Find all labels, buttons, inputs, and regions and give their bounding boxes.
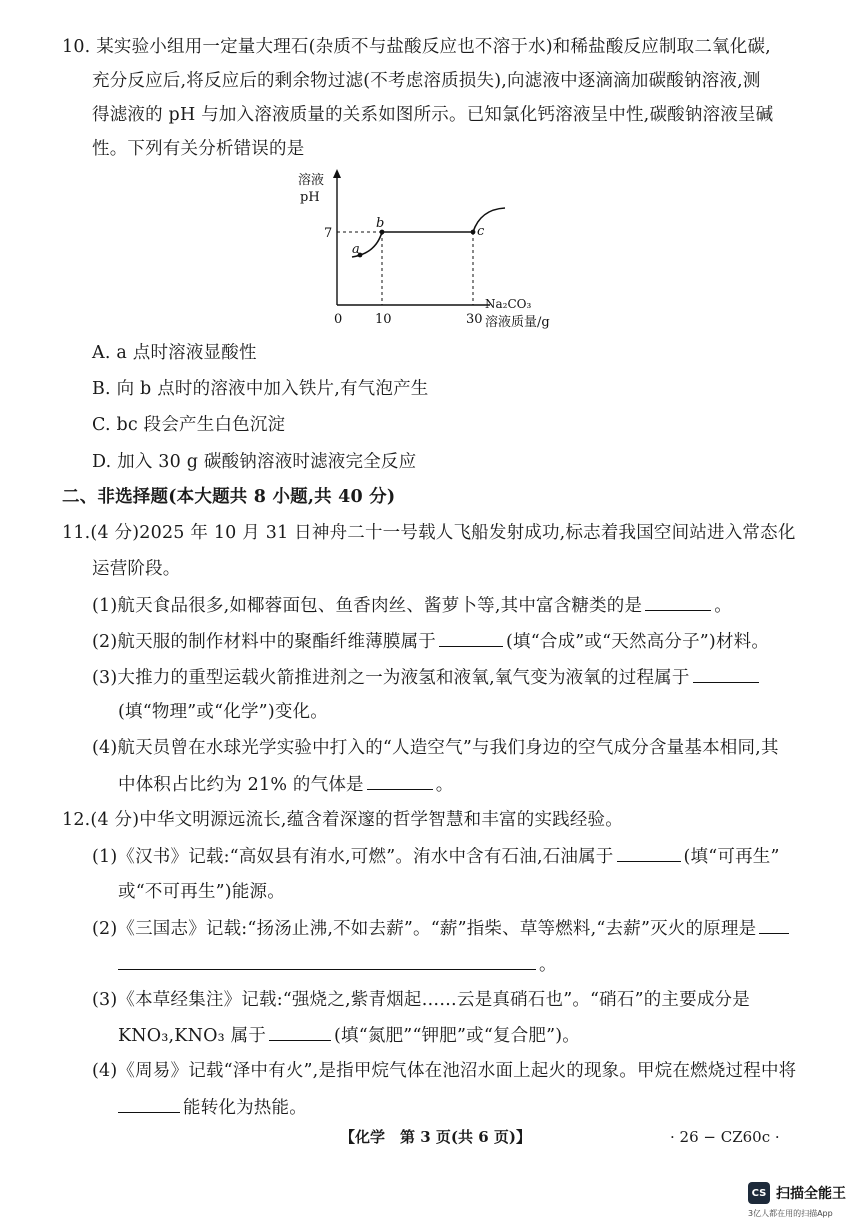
q12-part3-line2 [118, 1022, 580, 1049]
q12-part1 [92, 843, 780, 870]
q12-part1-text: (1)《汉书》记载:“高奴县有洧水,可燃”。洧水中含有石油,石油属于 [92, 847, 614, 867]
q11-part1-text: (1)航天食品很多,如椰蓉面包、鱼香肉丝、酱萝卜等,其中富含糖类的是 [92, 596, 643, 616]
q12-part2-cont [118, 951, 557, 978]
q11-part2 [92, 628, 769, 655]
point-a-label: a [352, 242, 360, 257]
q12-part3-line1: (3)《本草经集注》记载:“强烧之,紫青烟起……云是真硝石也”。“硝石”的主要成分是 [92, 990, 750, 1010]
answer-blank[interactable] [118, 1094, 180, 1113]
x-label-line1: Na₂CO₃ [485, 297, 532, 311]
q10-stem-line3: 得滤液的 pH 与加入溶液质量的关系如图所示。已知氯化钙溶液呈中性,碳酸钠溶液呈碱 [92, 105, 774, 125]
q12-part1-cont: 或“不可再生”)能源。 [118, 882, 285, 902]
q10-option-a: A. a 点时溶液显酸性 [92, 343, 257, 363]
q11-part2-text-end: (填“合成”或“天然高分子”)材料。 [506, 632, 770, 652]
q11-part4-line2 [118, 771, 453, 798]
answer-blank[interactable] [118, 951, 536, 970]
q12-part4-line2 [118, 1094, 307, 1121]
y-axis-arrow [333, 169, 341, 178]
q11-stem-line1: 11.(4 分)2025 年 10 月 31 日神舟二十一号载人飞船发射成功,标志着我国空间站进入常态化 [62, 523, 796, 543]
q12-stem: 12.(4 分)中华文明源远流长,蕴含着深邃的哲学智慧和丰富的实践经验。 [62, 810, 623, 830]
q12-part2-end: 。 [539, 955, 557, 975]
camscanner-tagline: 3亿人都在用的扫描App [748, 1209, 833, 1218]
answer-blank[interactable] [269, 1022, 331, 1041]
q10-option-c: C. bc 段会产生白色沉淀 [92, 415, 286, 435]
q12-part3-text: KNO₃,KNO₃ 属于 [118, 1026, 267, 1046]
point-c [471, 230, 476, 235]
x-tick-30: 30 [466, 312, 483, 327]
answer-blank[interactable] [617, 843, 681, 862]
q12-part2 [92, 915, 792, 942]
q12-part2-text: (2)《三国志》记载:“扬汤止沸,不如去薪”。“薪”指柴、草等燃料,“去薪”灭火的原理是 [92, 919, 757, 939]
q12-part1-text-end: (填“可再生” [683, 847, 780, 867]
x-tick-0: 0 [334, 312, 343, 327]
q11-part4-end: 。 [435, 775, 454, 795]
y-label-line2: pH [300, 190, 320, 205]
x-label-line2: 溶液质量/g [485, 315, 550, 330]
camscanner-name: 扫描全能王 [776, 1186, 846, 1202]
q12-part4-text: 能转化为热能。 [183, 1098, 307, 1118]
y-label-line1: 溶液 [298, 173, 325, 188]
answer-blank[interactable] [759, 915, 789, 934]
q11-part3-cont: (填“物理”或“化学”)变化。 [118, 702, 328, 722]
page-footer-title: 【化学 第 3 页(共 6 页)】 [340, 1128, 531, 1146]
q12-part4-line1: (4)《周易》记载“泽中有火”,是指甲烷气体在池沼水面上起火的现象。甲烷在燃烧过程中将 [92, 1061, 797, 1081]
q12-part3-text-end: (填“氮肥”“钾肥”或“复合肥”)。 [334, 1026, 580, 1046]
q11-part4-text: 中体积占比约为 21% 的气体是 [118, 775, 364, 795]
page-footer-code: · 26 − CZ60c · [670, 1128, 780, 1146]
q11-part3-text: (3)大推力的重型运载火箭推进剂之一为液氢和液氧,氧气变为液氧的过程属于 [92, 668, 690, 688]
ph-chart [290, 165, 580, 335]
camscanner-badge [748, 1182, 846, 1204]
camscanner-logo-icon: CS [748, 1182, 770, 1204]
answer-blank[interactable] [693, 664, 759, 683]
q11-part2-text: (2)航天服的制作材料中的聚酯纤维薄膜属于 [92, 632, 436, 652]
q11-part1 [92, 592, 732, 619]
point-c-label: c [477, 224, 485, 239]
y-tick-7: 7 [324, 226, 333, 241]
answer-blank[interactable] [645, 592, 711, 611]
x-tick-10: 10 [375, 312, 392, 327]
q10-stem-line1: 10. 某实验小组用一定量大理石(杂质不与盐酸反应也不溶于水)和稀盐酸反应制取二氧化碳, [62, 37, 771, 57]
section-2-heading: 二、非选择题(本大题共 8 小题,共 40 分) [62, 487, 396, 507]
q11-part4-line1: (4)航天员曾在水球光学实验中打入的“人造空气”与我们身边的空气成分含量基本相同,其 [92, 738, 779, 758]
answer-blank[interactable] [439, 628, 503, 647]
q11-stem-line2: 运营阶段。 [92, 559, 181, 579]
q10-stem-line2: 充分反应后,将反应后的剩余物过滤(不考虑溶质损失),向滤液中逐滴滴加碳酸钠溶液,测 [92, 71, 761, 91]
q11-part3 [92, 664, 762, 691]
q10-stem-line4: 性。下列有关分析错误的是 [92, 139, 305, 159]
answer-blank[interactable] [367, 771, 433, 790]
point-b-label: b [376, 216, 385, 231]
q10-option-d: D. 加入 30 g 碳酸钠溶液时滤液完全反应 [92, 452, 417, 472]
q11-part1-end: 。 [714, 596, 732, 616]
q10-option-b: B. 向 b 点时的溶液中加入铁片,有气泡产生 [92, 379, 429, 399]
